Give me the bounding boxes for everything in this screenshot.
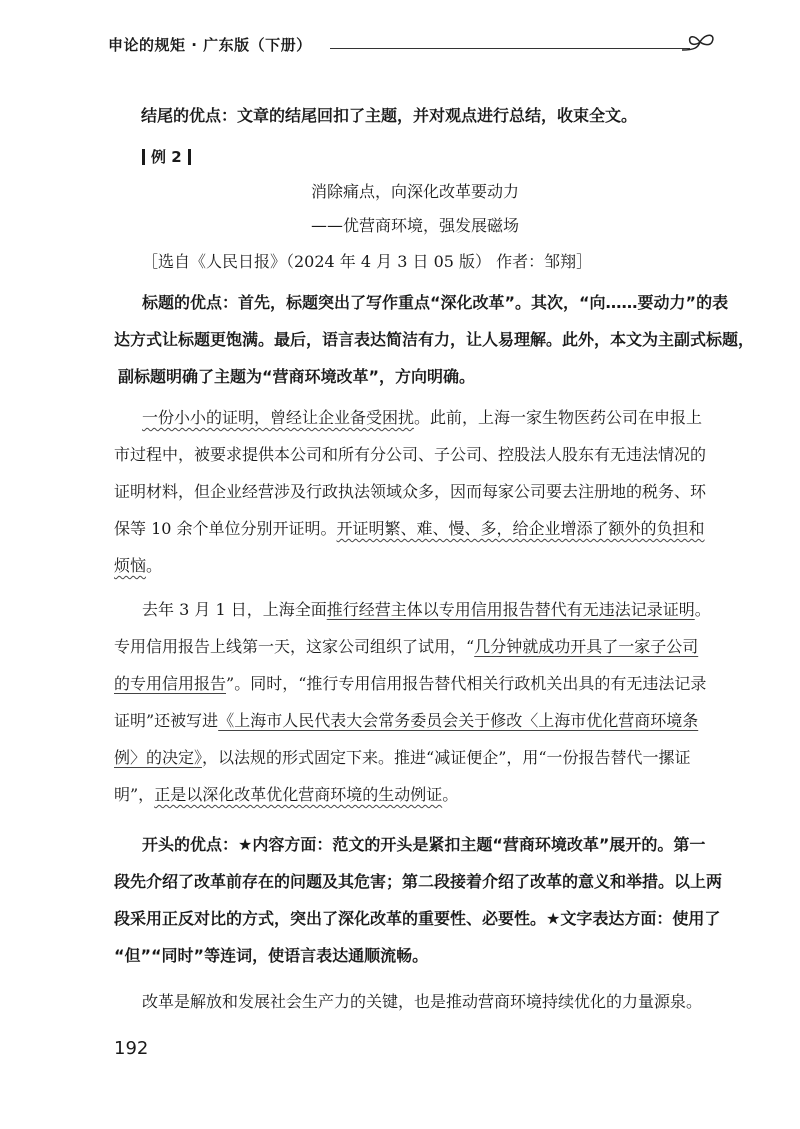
body-line: 保等 10 余个单位分别开证明。开证明繁、难、慢、多，给企业增添了额外的负担和 <box>114 519 705 538</box>
closing-analysis: 结尾的优点：文章的结尾回扣了主题，并对观点进行总结，收束全文。 <box>141 106 638 125</box>
opening-analysis-line: 段采用正反对比的方式，突出了深化改革的重要性、必要性。★文字表达方面：使用了 <box>114 909 721 928</box>
body-line: 去年 3 月 1 日，上海全面推行经营主体以专用信用报告替代有无违法记录证明。 <box>142 600 711 619</box>
bracket-right <box>188 149 191 165</box>
body-line: 一份小小的证明，曾经让企业备受困扰。此前，上海一家生物医药公司在申报上 <box>142 408 703 427</box>
running-title: 申论的规矩 · 广东版（下册） <box>108 36 312 54</box>
body-line: 证明”还被写进《上海市人民代表大会常务委员会关于修改〈上海市优化营商环境条 <box>114 711 699 730</box>
article-source: ［选自《人民日报》（2024 年 4 月 3 日 05 版） 作者：邹翔］ <box>142 252 593 271</box>
underline-highlight: 的专用信用报告 <box>114 674 227 693</box>
article-subtitle: ——优营商环境，强发展磁场 <box>310 216 519 235</box>
running-header <box>108 30 718 56</box>
bracket-left <box>142 149 145 165</box>
title-analysis-line: 达方式让标题更饱满。最后，语言表达简洁有力，让人易理解。此外，本文为主副式标题， <box>114 330 755 349</box>
underline-highlight: 《上海市人民代表大会常务委员会关于修改〈上海市优化营商环境条 <box>218 711 699 730</box>
body-line: 烦恼。 <box>114 556 163 575</box>
title-analysis-line: 副标题明确了主题为“营商环境改革”，方向明确。 <box>118 367 476 386</box>
body-line: 明”，正是以深化改革优化营商环境的生动例证。 <box>114 785 459 804</box>
opening-analysis-line: “但”“同时”等连词，使语言表达通顺流畅。 <box>114 946 429 965</box>
body-line: 专用信用报告上线第一天，这家公司组织了试用，“几分钟就成功开具了一家子公司 <box>114 637 699 656</box>
opening-analysis-line: 开头的优点：★内容方面：范文的开头是紧扣主题“营商环境改革”展开的。第一 <box>142 835 706 854</box>
example-label-text: 例 2 <box>151 148 182 166</box>
body-line: 例〉的决定》，以法规的形式固定下来。推进“减证便企”，用“一份报告替代一摞证 <box>114 748 691 767</box>
sprout-icon <box>680 30 720 56</box>
underline-highlight: 例〉的决定》 <box>114 748 203 767</box>
underline-highlight: 推行经营主体以专用信用报告替代有无违法记录证明 <box>326 600 695 619</box>
opening-analysis-line: 段先介绍了改革前存在的问题及其危害；第二段接着介绍了改革的意义和举措。以上两 <box>114 872 723 891</box>
underline-highlight: 几分钟就成功开具了一家子公司 <box>474 637 699 656</box>
example-label <box>142 146 191 167</box>
title-analysis-line: 标题的优点：首先，标题突出了写作重点“深化改革”。其次，“向……要动力”的表 <box>142 293 729 312</box>
article-title: 消除痛点，向深化改革要动力 <box>310 182 519 201</box>
page-number: 192 <box>114 1038 149 1059</box>
body-line: 改革是解放和发展社会生产力的关键，也是推动营商环境持续优化的力量源泉。 <box>142 992 703 1011</box>
wavy-highlight: 开证明繁、难、慢、多，给企业增添了额外的负担和 <box>336 519 705 538</box>
body-line: 市过程中，被要求提供本公司和所有分公司、子公司、控股法人股东有无违法情况的 <box>114 445 707 464</box>
wavy-highlight: 正是以深化改革优化营商环境的生动例证 <box>154 785 443 804</box>
header-rule <box>330 48 690 49</box>
body-line: 证明材料，但企业经营涉及行政执法领域众多，因而每家公司要去注册地的税务、环 <box>114 482 707 501</box>
wavy-highlight: 一份小小的证明，曾经让企业备受困扰 <box>142 408 415 427</box>
wavy-highlight: 烦恼 <box>114 556 147 575</box>
body-line: 的专用信用报告”。同时，“推行专用信用报告替代相关行政机关出具的有无违法记录 <box>114 674 707 693</box>
